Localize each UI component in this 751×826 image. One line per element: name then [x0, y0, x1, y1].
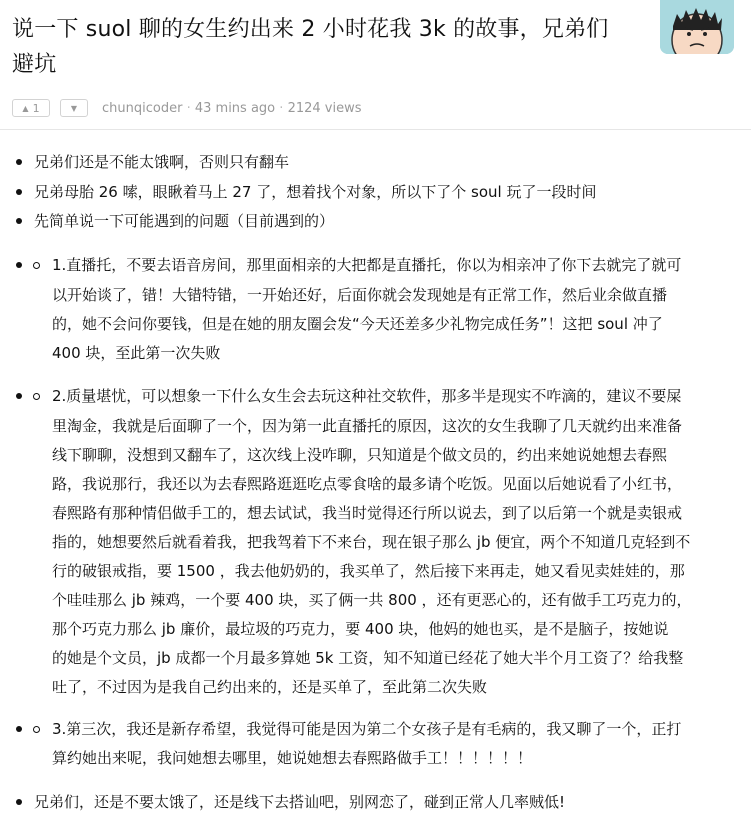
sub-item-line: 的，她不会问你要钱，但是在她的朋友圈会发“今天还差多少礼物完成任务”！这把 soul 冲了 [52, 315, 663, 333]
circle-bullet-icon [33, 393, 40, 400]
circle-bullet-icon [33, 262, 40, 269]
post-meta [12, 98, 362, 118]
post-title [12, 12, 662, 82]
list-item: 兄弟们还是不能太饿啊，否则只有翻车 [34, 153, 290, 171]
sub-item-line: 里淘金，我就是后面聊了一个，因为第一此直播托的原因，这次的女生我聊了几天就约出来准备 [52, 417, 683, 435]
post-time: 43 mins ago [194, 100, 276, 116]
bullet-icon [16, 393, 22, 399]
post-title-line-1: 说一下 suol 聊的女生约出来 2 小时花我 3k 的故事，兄弟们 [12, 17, 609, 42]
bullet-icon [16, 262, 22, 268]
sub-item-line: 400 块，至此第一次失败 [52, 344, 221, 362]
upvote-icon: ▲ [22, 103, 29, 113]
post-meta-text [102, 101, 362, 116]
sub-item-line: 1.直播托，不要去语音房间，那里面相亲的大把都是直播托，你以为相亲冲了你下去就完了就可 [52, 256, 682, 274]
downvote-icon: ▼ [70, 103, 78, 113]
author-avatar[interactable] [660, 0, 734, 54]
sub-item-line: 指的，她想要然后就看着我，把我驾着下不来台，现在银子那么 jb 便宜，两个不知道几克轻到不 [52, 533, 691, 551]
sub-item-line: 2.质量堪忧，可以想象一下什么女生会去玩这种社交软件，那多半是现实不咋滴的，建议不要屎 [52, 387, 682, 405]
author-link[interactable]: chunqicoder [102, 100, 183, 116]
upvote-button[interactable] [12, 99, 50, 117]
upvote-count: 1 [32, 101, 40, 115]
bullet-icon [16, 218, 22, 224]
post-title-line-2: 避坑 [12, 52, 57, 77]
sub-item-line: 路，我说那行，我还以为去春熙路逛逛吃点零食啥的最多请个吃饭。见面以后她说看了小红书， [52, 475, 683, 493]
bullet-icon [16, 189, 22, 195]
sub-item-line: 的她是个文员，jb 成都一个月最多算她 5k 工资，知不知道已经花了她大半个月工资了？给我整 [52, 649, 684, 667]
sub-item-line: 线下聊聊，没想到又翻车了，这次线上没咋聊，只知道是个做文员的，约出来她说她想去春熙 [52, 446, 668, 464]
downvote-button[interactable] [60, 99, 88, 117]
circle-bullet-icon [33, 726, 40, 733]
list-item: 兄弟母胎 26 嗦，眼瞅着马上 27 了，想着找个对象，所以下了个 soul 玩了一段时间 [34, 183, 597, 201]
sub-item-line: 吐了，不过因为是我自己约出来的，还是买单了，至此第二次失败 [52, 678, 488, 696]
sub-item-line: 那个巧克力那么 jb 廉价，最垃圾的巧克力，要 400 块，他妈的她也买，是不是脑子，按她说 [52, 620, 669, 638]
sub-item-line: 以开始谈了，错！大错特错，一开始还好，后面你就会发现她是有正常工作，然后业余做直播 [52, 286, 668, 304]
bullet-icon [16, 726, 22, 732]
list-item: 先简单说一下可能遇到的问题（目前遇到的） [34, 212, 335, 230]
meta-separator: · [279, 100, 284, 116]
meta-separator: · [186, 100, 191, 116]
post-header [0, 0, 751, 130]
avatar-face-icon [660, 0, 734, 54]
sub-item-line: 3.第三次，我还是新存希望，我觉得可能是因为第二个女孩子是有毛病的，我又聊了一个，正打 [52, 720, 682, 738]
sub-item-line: 算约她出来呢，我问她想去哪里，她说她想去春熙路做手工！！！！！！ [52, 749, 533, 767]
list-item: 兄弟们，还是不要太饿了，还是线下去搭讪吧，别网恋了，碰到正常人几率贼低! [34, 793, 566, 811]
sub-item-line: 春熙路有那种情侣做手工的，想去试试，我当时觉得还行所以说去，到了以后第一个就是卖银戒 [52, 504, 683, 522]
view-count: 2124 views [287, 100, 362, 116]
bullet-icon [16, 799, 22, 805]
sub-item-line: 行的破银戒指，要 1500 ，我去他奶奶的，我买单了，然后接下来再走，她又看见卖娃娃的，那 [52, 562, 685, 580]
sub-item-line: 个哇哇那么 jb 辣鸡，一个要 400 块，买了俩一共 800 ，还有更恶心的，还有做手工巧克力的， [52, 591, 692, 609]
bullet-icon [16, 159, 22, 165]
